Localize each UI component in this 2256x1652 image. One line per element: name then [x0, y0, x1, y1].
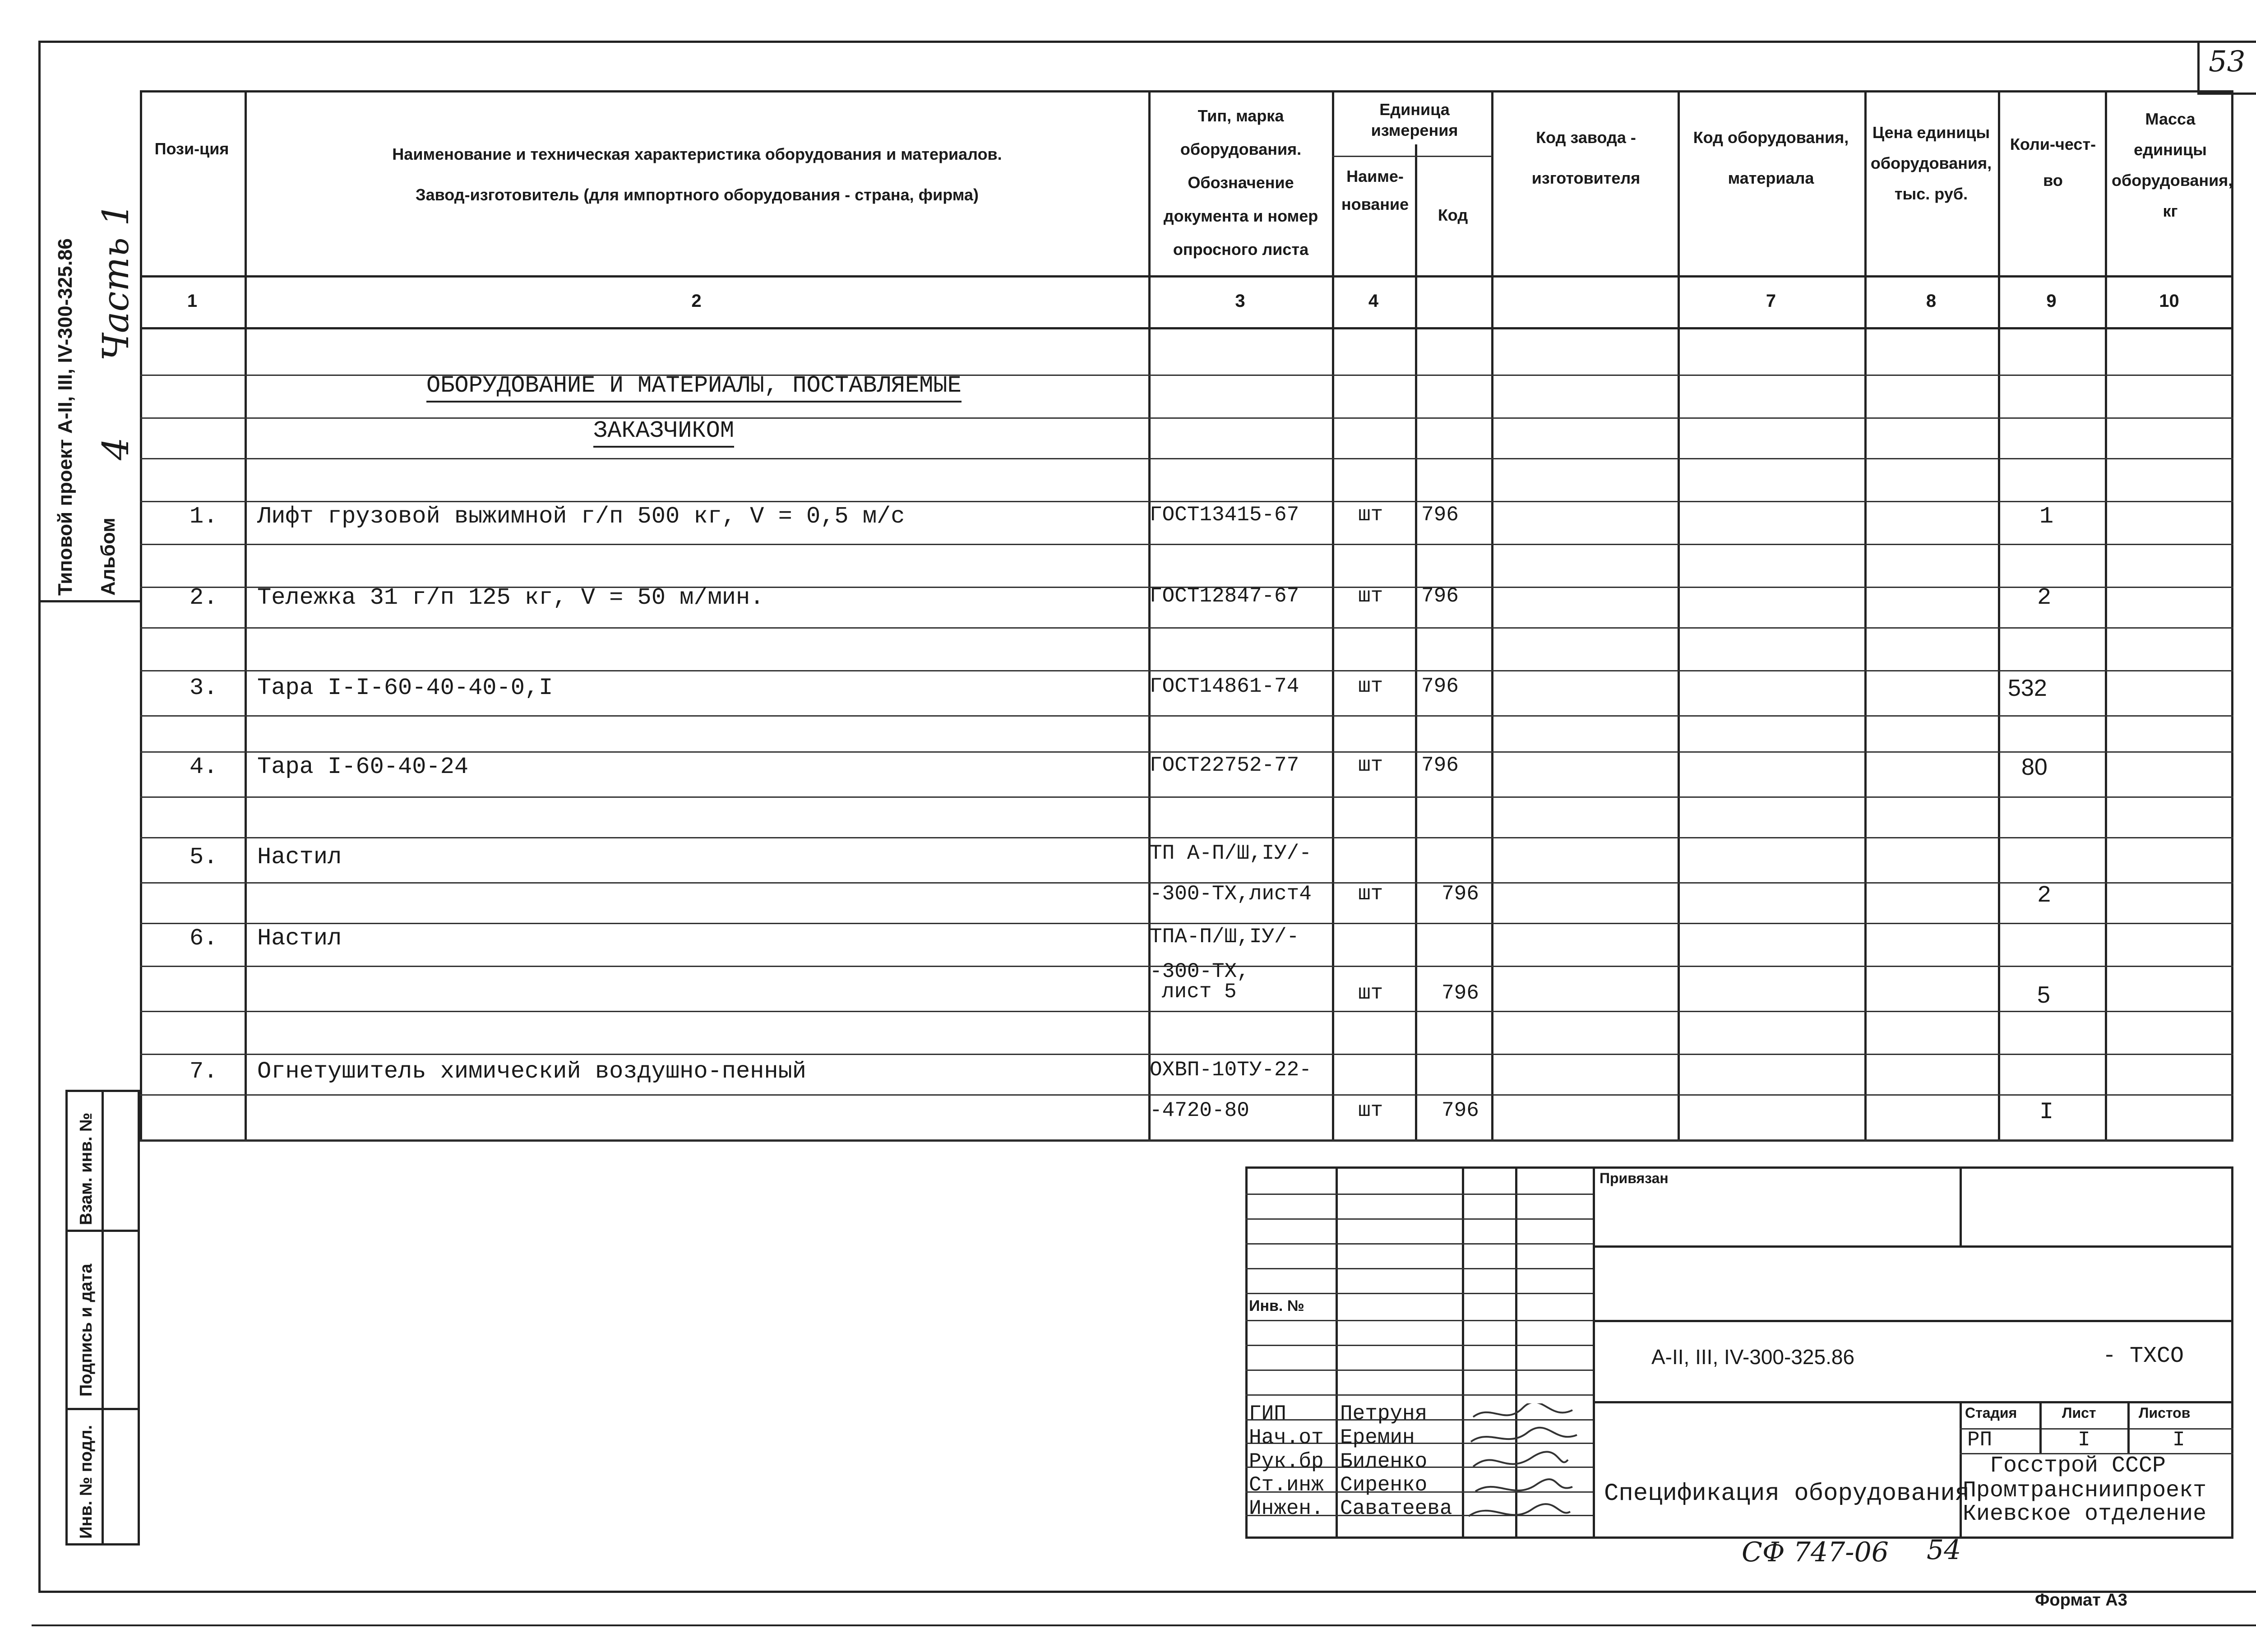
row-7-type-line1: ОХВП-10ТУ-22- — [1150, 1058, 1312, 1082]
header-name-line2: Завод-изготовитель (для импортного оборудования - страна, фирма) — [416, 185, 979, 204]
tb-vline — [1336, 1166, 1338, 1539]
row-4-type: ГОСТ22752-77 — [1150, 754, 1299, 777]
colnum-4: 4 — [1368, 291, 1379, 311]
row-line — [140, 1139, 2233, 1141]
stamp-inv: Инв. № подл. — [77, 1425, 96, 1539]
tb-vline — [2039, 1401, 2042, 1453]
tb-name-1: Петруня — [1340, 1402, 1428, 1425]
row-6-type-line3: лист 5 — [1162, 980, 1237, 1004]
row-6-unit: шт — [1358, 981, 1383, 1005]
header-unit-code: Код — [1438, 206, 1468, 224]
colnum-bottom-line — [140, 327, 2233, 329]
row-line — [140, 1054, 2233, 1055]
row-line — [140, 544, 2233, 545]
row-6-type-line2: -300-ТХ, — [1150, 960, 1249, 983]
row-1-pos: 1. — [190, 503, 218, 530]
row-5-type-line2: -300-ТХ,лист4 — [1150, 882, 1312, 906]
row-1-qty: 1 — [2039, 503, 2054, 530]
tb-role-nach: Нач.от — [1249, 1426, 1324, 1449]
row-3-unit: шт — [1358, 675, 1383, 698]
tb-row-line — [1245, 1268, 1593, 1269]
row-line — [140, 1094, 2233, 1096]
row-line — [140, 751, 2233, 753]
row-3-name: Тара I-I-60-40-40-0,I — [257, 675, 553, 701]
col-line — [1332, 90, 1334, 1142]
row-4-unit: шт — [1358, 754, 1383, 777]
col-line — [1864, 90, 1867, 1142]
row-2-name: Тележка 31 г/п 125 кг, V = 50 м/мин. — [257, 584, 764, 611]
tb-vline — [2127, 1401, 2130, 1453]
colnum-3: 3 — [1235, 291, 1245, 311]
col-line — [1148, 90, 1151, 1142]
tb-role-gip: ГИП — [1249, 1402, 1286, 1425]
row-1-unit: шт — [1358, 503, 1383, 527]
tb-inv-label: Инв. № — [1249, 1297, 1304, 1314]
colnum-1: 1 — [187, 291, 198, 311]
row-7-code: 796 — [1442, 1099, 1479, 1122]
tb-name-4: Сиренко — [1340, 1473, 1428, 1497]
header-type: Тип, марка оборудования. Обозначение документа и номер опросного листа — [1163, 106, 1318, 259]
row-1-code: 796 — [1421, 503, 1459, 527]
tb-row-line — [1245, 1293, 1593, 1294]
footer-handwritten-page: 54 — [1927, 1534, 1961, 1566]
col-line — [1491, 90, 1493, 1142]
row-4-name: Тара I-60-40-24 — [257, 754, 469, 780]
row-line — [140, 796, 2233, 798]
tb-role-ruk: Рук.бр — [1249, 1450, 1324, 1473]
row-line — [140, 670, 2233, 671]
tb-sheets-label: Листов — [2139, 1405, 2191, 1421]
tb-sheets: I — [2173, 1428, 2185, 1452]
side-divider — [38, 600, 140, 602]
stamp-hline — [65, 1408, 138, 1410]
col-line — [1998, 90, 2000, 1142]
row-7-qty: I — [2039, 1099, 2054, 1125]
tb-stage: РП — [1967, 1428, 1992, 1452]
header-price: Цена единицы оборудования, тыс. руб. — [1870, 123, 1992, 203]
tb-hline — [1593, 1401, 2233, 1403]
stamp-vzam: Взам. инв. № — [77, 1112, 96, 1225]
signatures — [1464, 1403, 1590, 1539]
tb-org-2: Промтрансниипроект — [1963, 1478, 2207, 1504]
row-line — [140, 715, 2233, 717]
project-label: Типовой проект A-II, III, IV-300-325.86 — [54, 238, 76, 596]
row-3-qty: 532 — [2008, 675, 2047, 701]
row-3-code: 796 — [1421, 675, 1459, 698]
row-7-name: Огнетушитель химический воздушно-пенный — [257, 1058, 806, 1085]
row-2-code: 796 — [1421, 584, 1459, 608]
tb-row-line — [1245, 1218, 1593, 1220]
tb-role-inzh: Инжен. — [1249, 1497, 1324, 1520]
tb-name-2: Еремин — [1340, 1426, 1415, 1449]
row-5-pos: 5. — [190, 844, 218, 870]
tb-org-3: Киевское отделение — [1963, 1501, 2207, 1527]
tb-hline — [1960, 1428, 2233, 1430]
row-1-name: Лифт грузовой выжимной г/п 500 кг, V = 0,5 м/с — [257, 503, 905, 530]
row-6-name: Настил — [257, 925, 342, 952]
row-6-code: 796 — [1442, 981, 1479, 1005]
colnum-7: 7 — [1766, 291, 1776, 311]
tb-sheet-label: Лист — [2062, 1405, 2096, 1421]
row-line — [140, 458, 2233, 459]
tb-row-line — [1245, 1243, 1593, 1245]
row-5-unit: шт — [1358, 882, 1383, 906]
row-line — [140, 627, 2233, 629]
row-line — [140, 923, 2233, 924]
header-qty: Коли-чест-во — [2010, 135, 2096, 190]
tb-row-line — [1245, 1194, 1593, 1195]
row-line — [140, 501, 2233, 502]
stamp-divider — [102, 1090, 104, 1543]
tb-name-3: Биленко — [1340, 1450, 1428, 1473]
tb-vline — [1960, 1166, 1962, 1245]
row-2-unit: шт — [1358, 584, 1383, 608]
tb-row-line — [1245, 1320, 1593, 1321]
section-title-line2: ЗАКАЗЧИКОМ — [593, 417, 734, 448]
stamp-sign: Подпись и дата — [77, 1263, 96, 1397]
row-1-type: ГОСТ13415-67 — [1150, 503, 1299, 527]
col-line — [1678, 90, 1680, 1142]
tb-row-line — [1245, 1370, 1593, 1371]
part-label: Часть 1 — [95, 203, 137, 361]
tb-org-1: Госстрой СССР — [1990, 1453, 2166, 1479]
row-7-pos: 7. — [190, 1058, 218, 1085]
colnum-10: 10 — [2159, 291, 2179, 311]
header-bottom-line — [140, 275, 2233, 278]
header-factory-code: Код завода - изготовителя — [1531, 128, 1641, 187]
header-unit-name: Наиме-нование — [1341, 167, 1409, 213]
section-title-line1: ОБОРУДОВАНИЕ И МАТЕРИАЛЫ, ПОСТАВЛЯЕМЫЕ — [426, 372, 962, 403]
row-5-code: 796 — [1442, 882, 1479, 906]
tb-vline — [1593, 1166, 1595, 1539]
row-2-pos: 2. — [190, 584, 218, 611]
tb-doc-suffix: - ТХСО — [2103, 1343, 2184, 1369]
colnum-9: 9 — [2046, 291, 2057, 311]
row-6-pos: 6. — [190, 925, 218, 952]
bottom-edge-line — [32, 1624, 2256, 1626]
header-equip-code: Код оборудования, материала — [1693, 128, 1849, 187]
tb-attached-label: Привязан — [1600, 1170, 1669, 1186]
row-line — [140, 837, 2233, 838]
col-line — [245, 90, 247, 1142]
tb-stage-label: Стадия — [1965, 1405, 2017, 1421]
tb-hline — [1593, 1320, 2233, 1322]
footer-handwritten-code: СФ 747-06 — [1742, 1536, 1889, 1568]
row-5-qty: 2 — [2037, 882, 2052, 909]
row-2-type: ГОСТ12847-67 — [1150, 584, 1299, 608]
tb-doc-code: A-II, III, IV-300-325.86 — [1651, 1345, 1855, 1369]
tb-title: Спецификация оборудования — [1604, 1480, 1970, 1508]
row-4-code: 796 — [1421, 754, 1459, 777]
row-6-type-line1: ТПА-П/Ш,IУ/- — [1150, 925, 1299, 949]
row-5-type-line1: ТП А-П/Ш,IУ/- — [1150, 842, 1312, 865]
row-2-qty: 2 — [2037, 584, 2052, 611]
title-block — [1245, 1166, 2233, 1539]
row-line — [140, 1011, 2233, 1012]
row-3-type: ГОСТ14861-74 — [1150, 675, 1299, 698]
row-line — [140, 417, 2233, 419]
spec-table — [140, 90, 2233, 1142]
row-7-unit: шт — [1358, 1099, 1383, 1122]
colnum-2: 2 — [691, 291, 702, 311]
tb-name-5: Саватеева — [1340, 1497, 1452, 1520]
header-name-line1: Наименование и техническая характеристика оборудования и материалов. — [392, 145, 1002, 163]
album-label: Альбом — [97, 518, 119, 596]
row-4-qty: 80 — [2021, 754, 2048, 780]
row-3-pos: 3. — [190, 675, 218, 701]
tb-row-line — [1245, 1345, 1593, 1346]
row-7-type-line2: -4720-80 — [1150, 1099, 1249, 1122]
album-number: 4 — [95, 437, 137, 460]
row-4-pos: 4. — [190, 754, 218, 780]
col-line — [2105, 90, 2107, 1142]
col-line — [1415, 144, 1417, 1142]
tb-sheet: I — [2078, 1428, 2090, 1452]
header-mass: Масса единицы оборудования, кг — [2112, 110, 2233, 220]
tb-role-st: Ст.инж — [1249, 1473, 1324, 1497]
colnum-8: 8 — [1926, 291, 1937, 311]
tb-vline — [1960, 1401, 1962, 1539]
header-pos: Пози-ция — [154, 139, 229, 158]
page-number: 53 — [2209, 45, 2246, 79]
tb-hline — [1593, 1245, 2233, 1248]
unit-subheader-line — [1332, 156, 1492, 157]
tb-row-line — [1245, 1394, 1593, 1396]
row-6-qty: 5 — [2037, 982, 2050, 1008]
footer-format: Формат A3 — [2035, 1591, 2127, 1610]
row-5-name: Настил — [257, 844, 342, 870]
stamp-hline — [65, 1230, 138, 1232]
header-unit: Единица измерения — [1371, 100, 1458, 139]
